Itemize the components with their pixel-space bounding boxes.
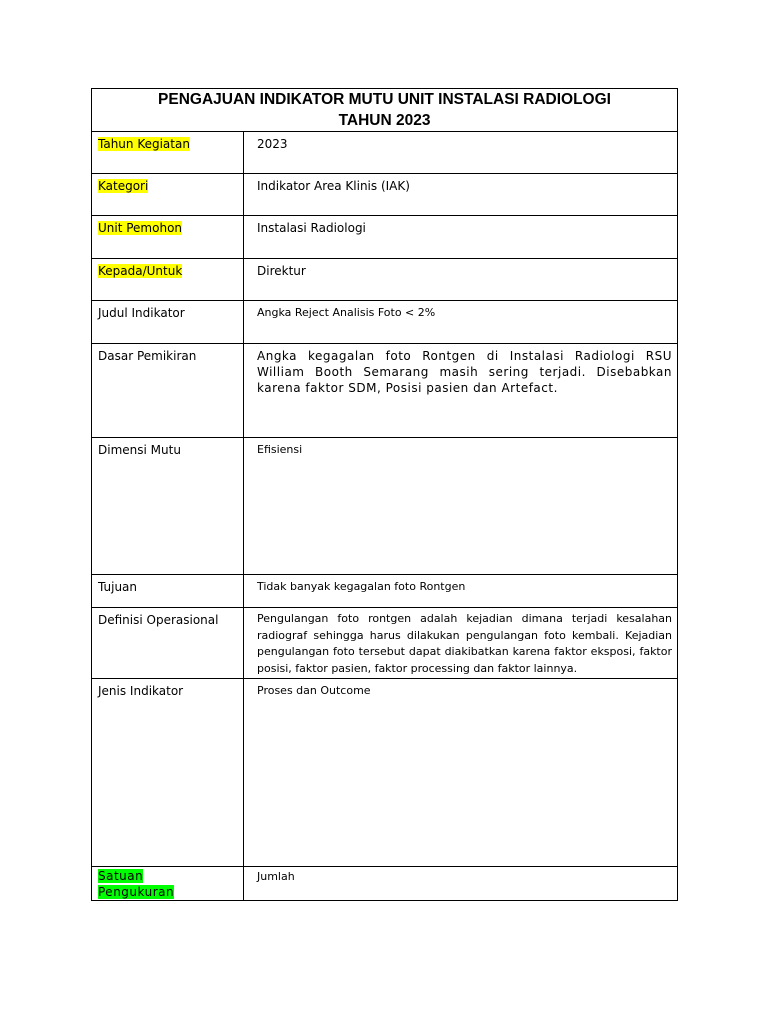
row-judul-indikator	[92, 301, 678, 344]
value-cell	[244, 344, 678, 438]
row-label: Tahun Kegiatan	[98, 137, 190, 151]
value-cell	[244, 301, 678, 344]
label-cell	[92, 679, 244, 867]
row-value: Pengulangan foto rontgen adalah kejadian dimana terjadi kesalahan radiograf sehingga harus dilakukan pengulangan foto kembali. Kejadian pengulangan foto tersebut dapat diakibatkan karena faktor eksposi, faktor posisi, faktor pasien, faktor processing dan faktor lainnya.	[257, 612, 673, 675]
value-cell	[244, 174, 678, 216]
label-cell	[92, 438, 244, 575]
row-value: Indikator Area Klinis (IAK)	[257, 179, 410, 193]
value-cell	[244, 575, 678, 608]
row-jenis-indikator	[92, 679, 678, 867]
row-definisi-operasional	[92, 608, 678, 679]
row-satuan-pengukuran	[92, 867, 678, 901]
row-label: Judul Indikator	[98, 306, 185, 320]
title-cell	[92, 89, 678, 132]
label-cell	[92, 259, 244, 301]
indicator-form-table	[91, 88, 678, 901]
value-cell	[244, 259, 678, 301]
value-cell	[244, 438, 678, 575]
row-value: Angka kegagalan foto Rontgen di Instalasi Radiologi RSU William Booth Semarang masih sering terjadi. Disebabkan karena faktor SDM, Posisi pasien dan Artefact.	[257, 349, 673, 395]
document-title: PENGAJUAN INDIKATOR MUTU UNIT INSTALASI RADIOLOGI	[158, 91, 611, 108]
document-subtitle-year: TAHUN 2023	[338, 112, 431, 129]
label-cell	[92, 174, 244, 216]
row-label: Jenis Indikator	[98, 684, 184, 698]
label-cell	[92, 344, 244, 438]
row-label: Kategori	[98, 179, 149, 193]
row-dasar-pemikiran	[92, 344, 678, 438]
row-label: Kepada/Untuk	[98, 264, 183, 278]
value-cell	[244, 132, 678, 174]
value-cell	[244, 867, 678, 901]
label-cell	[92, 132, 244, 174]
row-value: Instalasi Radiologi	[257, 221, 366, 235]
value-cell	[244, 679, 678, 867]
row-label: Tujuan	[98, 580, 138, 594]
row-value: Direktur	[257, 264, 306, 278]
label-cell	[92, 867, 244, 901]
label-cell	[92, 301, 244, 344]
row-value: Proses dan Outcome	[257, 684, 371, 697]
title-row	[92, 89, 678, 132]
row-label-line2: Pengukuran	[98, 885, 175, 899]
row-tahun-kegiatan	[92, 132, 678, 174]
value-cell	[244, 608, 678, 679]
row-dimensi-mutu	[92, 438, 678, 575]
row-value: Angka Reject Analisis Foto < 2%	[257, 306, 436, 319]
row-kategori	[92, 174, 678, 216]
row-label: Dasar Pemikiran	[98, 349, 197, 363]
row-unit-pemohon	[92, 216, 678, 259]
row-label-line1: Satuan	[98, 869, 144, 883]
row-value: Tidak banyak kegagalan foto Rontgen	[257, 580, 466, 593]
value-cell	[244, 216, 678, 259]
label-cell	[92, 575, 244, 608]
row-label: Definisi Operasional	[98, 613, 219, 627]
row-value: 2023	[257, 137, 288, 151]
row-label: Unit Pemohon	[98, 221, 183, 235]
label-cell	[92, 216, 244, 259]
label-cell	[92, 608, 244, 679]
row-kepada-untuk	[92, 259, 678, 301]
row-value: Efisiensi	[257, 443, 303, 456]
row-label: Dimensi Mutu	[98, 443, 181, 457]
row-tujuan	[92, 575, 678, 608]
row-value: Jumlah	[257, 870, 295, 883]
